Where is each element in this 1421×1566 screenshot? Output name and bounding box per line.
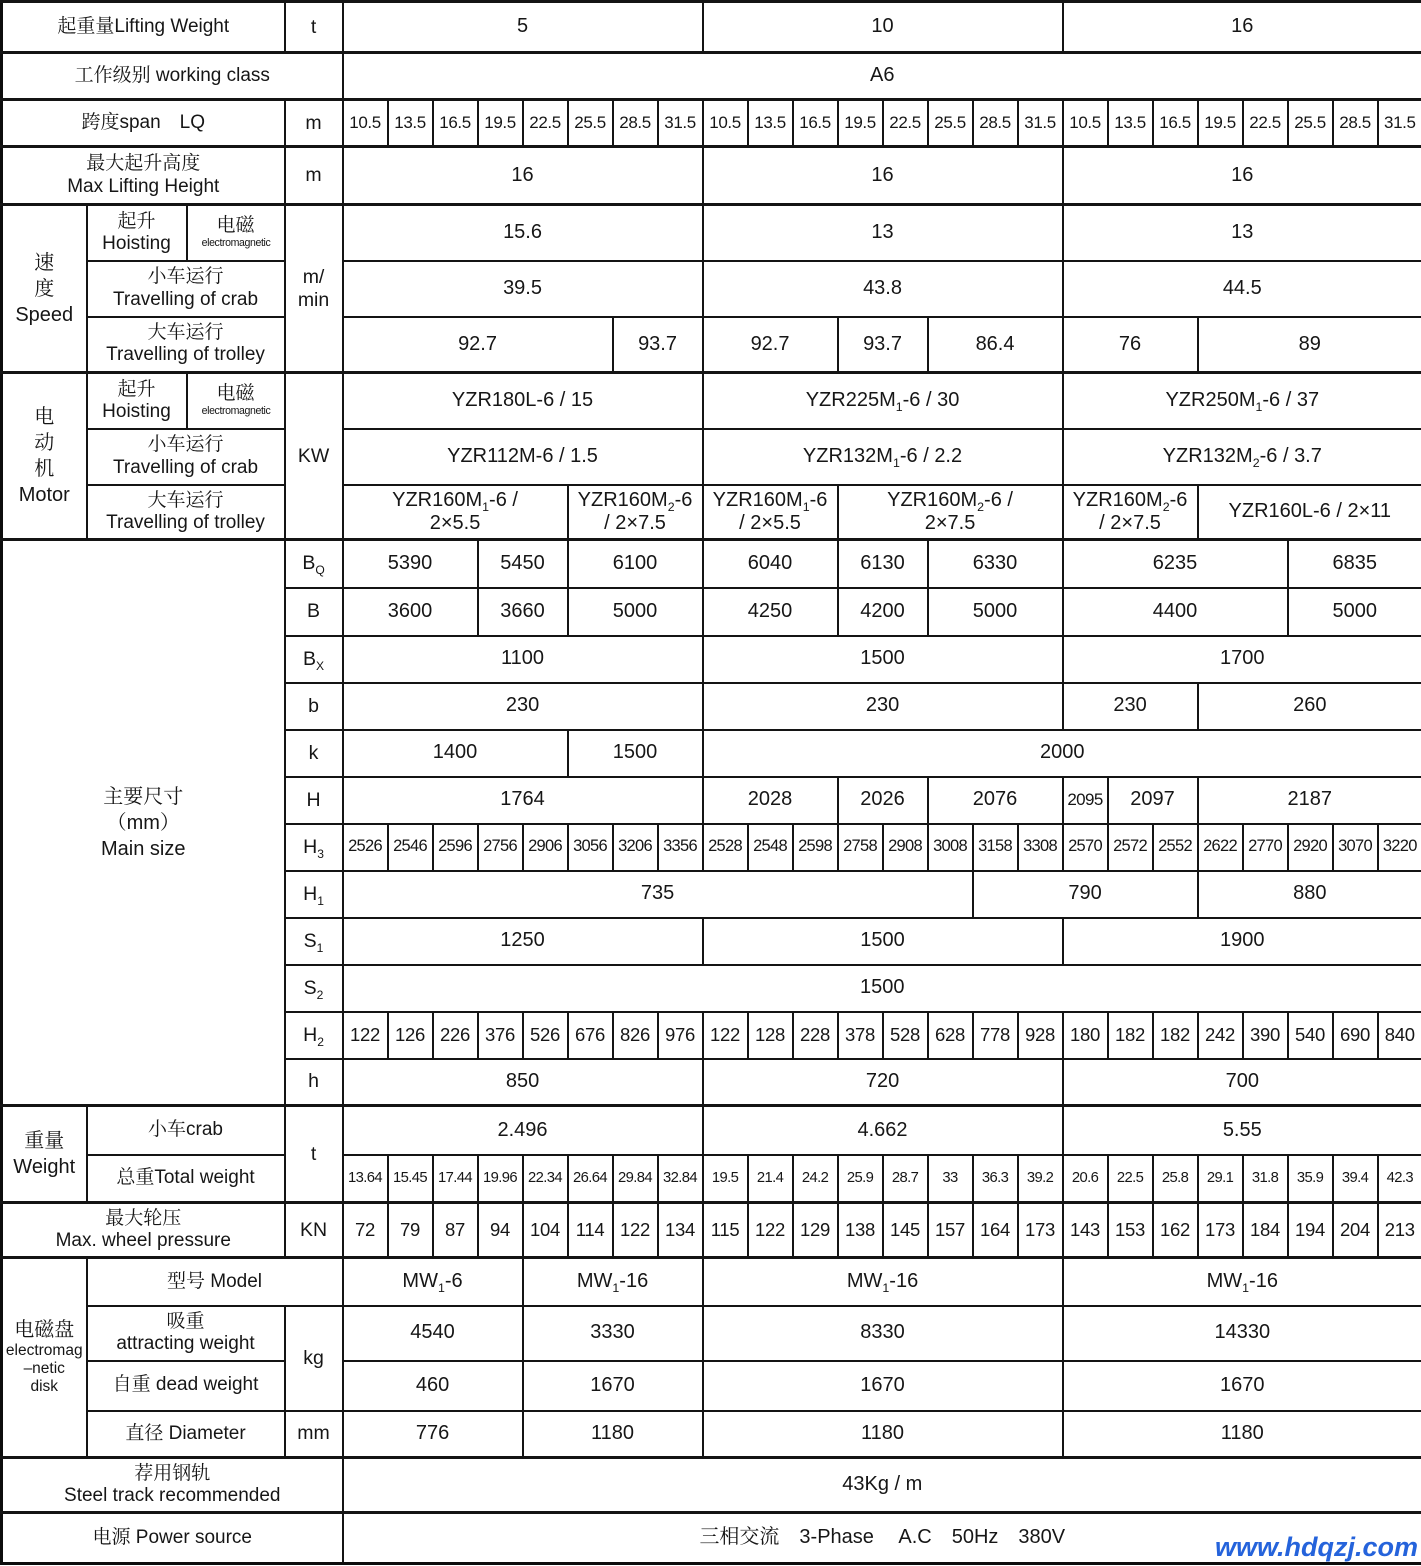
size-h-cell-7: 2187 bbox=[1198, 777, 1421, 824]
size-h3-cell-20: 2622 bbox=[1198, 824, 1243, 871]
max-wheel-pressure-cell-14: 145 bbox=[883, 1203, 928, 1258]
emag-dead-weight-cell-3: 1670 bbox=[703, 1361, 1063, 1411]
weight-total-cell-17: 20.6 bbox=[1063, 1155, 1108, 1203]
max-wheel-pressure-cell-5: 94 bbox=[478, 1203, 523, 1258]
weight-total-cell-15: 36.3 bbox=[973, 1155, 1018, 1203]
row-size-bq bbox=[2, 540, 1421, 588]
span-lq-cell-14: 22.5 bbox=[883, 100, 928, 147]
speed-trolley-cell-0: 大车运行 Travelling of trolley bbox=[87, 317, 285, 373]
size-h3-cell-17: 2570 bbox=[1063, 824, 1108, 871]
span-lq-cell-16: 28.5 bbox=[973, 100, 1018, 147]
size-h-cell-1: 1764 bbox=[343, 777, 703, 824]
speed-hoisting-cell-6: 13 bbox=[1063, 205, 1421, 261]
speed-crab-cell-3: 44.5 bbox=[1063, 261, 1421, 317]
working-class-cell-0: 工作级别 working class bbox=[2, 53, 343, 100]
row-power-source bbox=[2, 1513, 1421, 1564]
motor-crab-cell-1: YZR112M-6 / 1.5 bbox=[343, 429, 703, 485]
size-h2-cell-10: 128 bbox=[748, 1012, 793, 1059]
emag-attracting-weight-cell-2: 4540 bbox=[343, 1306, 523, 1361]
size-bx-cell-0: $B_X$ bbox=[285, 636, 343, 683]
size-h1-cell-3: 880 bbox=[1198, 871, 1421, 918]
weight-total-cell-11: 24.2 bbox=[793, 1155, 838, 1203]
lifting-weight-cell-1: t bbox=[285, 2, 343, 53]
size-h2-cell-11: 228 bbox=[793, 1012, 838, 1059]
span-lq-cell-6: 22.5 bbox=[523, 100, 568, 147]
span-lq-cell-0: 跨度span LQ bbox=[2, 100, 285, 147]
size-bq-cell-1: $B_Q$ bbox=[285, 540, 343, 588]
power-source-cell-1: 三相交流 3-Phase A.C 50Hz 380V bbox=[343, 1513, 1421, 1564]
weight-total-cell-16: 39.2 bbox=[1018, 1155, 1063, 1203]
max-wheel-pressure-cell-17: 173 bbox=[1018, 1203, 1063, 1258]
size-h3-cell-23: 3070 bbox=[1333, 824, 1378, 871]
size-bq-cell-9: 6835 bbox=[1288, 540, 1421, 588]
size-h2-cell-15: 778 bbox=[973, 1012, 1018, 1059]
size-bx-cell-3: 1700 bbox=[1063, 636, 1421, 683]
span-lq-cell-7: 25.5 bbox=[568, 100, 613, 147]
emag-dead-weight-cell-1: 460 bbox=[343, 1361, 523, 1411]
max-wheel-pressure-cell-8: 122 bbox=[613, 1203, 658, 1258]
size-h3-cell-13: 2908 bbox=[883, 824, 928, 871]
emag-attracting-weight-cell-4: 8330 bbox=[703, 1306, 1063, 1361]
weight-total-cell-19: 25.8 bbox=[1153, 1155, 1198, 1203]
size-h3-cell-15: 3158 bbox=[973, 824, 1018, 871]
size-h2-cell-9: 122 bbox=[703, 1012, 748, 1059]
weight-total-cell-12: 25.9 bbox=[838, 1155, 883, 1203]
size-h3-cell-3: 2596 bbox=[433, 824, 478, 871]
size-h3-cell-16: 3308 bbox=[1018, 824, 1063, 871]
lifting-weight-cell-4: 16 bbox=[1063, 2, 1421, 53]
weight-crab-cell-3: 2.496 bbox=[343, 1106, 703, 1155]
lifting-weight-cell-3: 10 bbox=[703, 2, 1063, 53]
size-bq-cell-3: 5450 bbox=[478, 540, 568, 588]
span-lq-cell-17: 31.5 bbox=[1018, 100, 1063, 147]
max-lifting-height-cell-3: 16 bbox=[703, 147, 1063, 205]
row-motor-hoisting bbox=[2, 373, 1421, 429]
size-s1-cell-2: 1500 bbox=[703, 918, 1063, 965]
motor-trolley-cell-4: $YZR160M_2-6$ / 2×7.5 bbox=[838, 485, 1063, 540]
weight-total-cell-5: 22.34 bbox=[523, 1155, 568, 1203]
size-h3-cell-9: 2528 bbox=[703, 824, 748, 871]
size-h2-cell-0: $H_2$ bbox=[285, 1012, 343, 1059]
size-bq-cell-5: 6040 bbox=[703, 540, 838, 588]
speed-hoisting-cell-4: 15.6 bbox=[343, 205, 703, 261]
size-h-lower-cell-3: 700 bbox=[1063, 1059, 1421, 1106]
motor-hoisting-cell-1: 起升 Hoisting bbox=[87, 373, 187, 429]
max-wheel-pressure-cell-24: 204 bbox=[1333, 1203, 1378, 1258]
size-b-lower-cell-1: 230 bbox=[343, 683, 703, 730]
max-wheel-pressure-cell-12: 129 bbox=[793, 1203, 838, 1258]
emag-dead-weight-cell-0: 自重 dead weight bbox=[87, 1361, 285, 1411]
speed-hoisting-cell-0: 速 度 Speed bbox=[2, 205, 87, 373]
speed-crab-cell-1: 39.5 bbox=[343, 261, 703, 317]
size-h3-cell-12: 2758 bbox=[838, 824, 883, 871]
max-wheel-pressure-cell-6: 104 bbox=[523, 1203, 568, 1258]
spec-table-body bbox=[2, 2, 1421, 1564]
motor-trolley-cell-3: $YZR160M_1-6$ / 2×5.5 bbox=[703, 485, 838, 540]
speed-crab-cell-0: 小车运行 Travelling of crab bbox=[87, 261, 285, 317]
max-wheel-pressure-cell-25: 213 bbox=[1378, 1203, 1421, 1258]
weight-total-cell-24: 42.3 bbox=[1378, 1155, 1421, 1203]
lifting-weight-cell-2: 5 bbox=[343, 2, 703, 53]
size-h2-cell-3: 226 bbox=[433, 1012, 478, 1059]
weight-crab-cell-5: 5.55 bbox=[1063, 1106, 1421, 1155]
max-wheel-pressure-cell-19: 153 bbox=[1108, 1203, 1153, 1258]
weight-total-cell-10: 21.4 bbox=[748, 1155, 793, 1203]
size-k-cell-1: 1400 bbox=[343, 730, 568, 777]
size-h2-cell-6: 676 bbox=[568, 1012, 613, 1059]
max-lifting-height-cell-0: 最大起升高度 Max Lifting Height bbox=[2, 147, 285, 205]
row-motor-crab bbox=[2, 429, 1421, 485]
size-h2-cell-19: 182 bbox=[1153, 1012, 1198, 1059]
size-h-cell-0: H bbox=[285, 777, 343, 824]
span-lq-cell-25: 31.5 bbox=[1378, 100, 1421, 147]
size-k-cell-0: k bbox=[285, 730, 343, 777]
span-lq-cell-9: 31.5 bbox=[658, 100, 703, 147]
weight-crab-cell-2: t bbox=[285, 1106, 343, 1203]
size-h2-cell-16: 928 bbox=[1018, 1012, 1063, 1059]
size-h3-cell-22: 2920 bbox=[1288, 824, 1333, 871]
weight-total-cell-13: 28.7 bbox=[883, 1155, 928, 1203]
size-h2-cell-12: 378 bbox=[838, 1012, 883, 1059]
size-h2-cell-13: 528 bbox=[883, 1012, 928, 1059]
size-h2-cell-14: 628 bbox=[928, 1012, 973, 1059]
power-source-cell-0: 电源 Power source bbox=[2, 1513, 343, 1564]
size-h3-cell-14: 3008 bbox=[928, 824, 973, 871]
size-b-cell-8: 5000 bbox=[1288, 588, 1421, 636]
span-lq-cell-12: 16.5 bbox=[793, 100, 838, 147]
motor-hoisting-cell-4: YZR180L-6 / 15 bbox=[343, 373, 703, 429]
size-h2-cell-17: 180 bbox=[1063, 1012, 1108, 1059]
size-b-cell-0: B bbox=[285, 588, 343, 636]
max-lifting-height-cell-4: 16 bbox=[1063, 147, 1421, 205]
size-h3-cell-10: 2548 bbox=[748, 824, 793, 871]
weight-total-cell-4: 19.96 bbox=[478, 1155, 523, 1203]
size-b-cell-2: 3660 bbox=[478, 588, 568, 636]
size-h3-cell-19: 2552 bbox=[1153, 824, 1198, 871]
span-lq-cell-5: 19.5 bbox=[478, 100, 523, 147]
size-bq-cell-4: 6100 bbox=[568, 540, 703, 588]
max-wheel-pressure-cell-2: 72 bbox=[343, 1203, 388, 1258]
span-lq-cell-2: 10.5 bbox=[343, 100, 388, 147]
size-h3-cell-0: $H_3$ bbox=[285, 824, 343, 871]
emag-model-cell-4: $MW_1-16$ bbox=[703, 1258, 1063, 1306]
span-lq-cell-21: 19.5 bbox=[1198, 100, 1243, 147]
size-h1-cell-2: 790 bbox=[973, 871, 1198, 918]
max-wheel-pressure-cell-3: 79 bbox=[388, 1203, 433, 1258]
max-wheel-pressure-cell-23: 194 bbox=[1288, 1203, 1333, 1258]
span-lq-cell-11: 13.5 bbox=[748, 100, 793, 147]
max-wheel-pressure-cell-10: 115 bbox=[703, 1203, 748, 1258]
size-h2-cell-23: 690 bbox=[1333, 1012, 1378, 1059]
size-h3-cell-18: 2572 bbox=[1108, 824, 1153, 871]
size-h-cell-2: 2028 bbox=[703, 777, 838, 824]
row-weight-total bbox=[2, 1155, 1421, 1203]
size-bq-cell-2: 5390 bbox=[343, 540, 478, 588]
emag-diameter-cell-1: mm bbox=[285, 1411, 343, 1458]
size-h-cell-5: 2095 bbox=[1063, 777, 1108, 824]
emag-model-cell-2: $MW_1-6$ bbox=[343, 1258, 523, 1306]
motor-hoisting-cell-0: 电 动 机 Motor bbox=[2, 373, 87, 540]
motor-hoisting-cell-5: $YZR225M_1-6 / 30$ bbox=[703, 373, 1063, 429]
size-b-cell-6: 5000 bbox=[928, 588, 1063, 636]
emag-diameter-cell-5: 1180 bbox=[1063, 1411, 1421, 1458]
emag-dead-weight-cell-4: 1670 bbox=[1063, 1361, 1421, 1411]
row-speed-crab bbox=[2, 261, 1421, 317]
weight-total-cell-8: 32.84 bbox=[658, 1155, 703, 1203]
size-h2-cell-24: 840 bbox=[1378, 1012, 1421, 1059]
motor-crab-cell-2: $YZR132M_1-6 / 2.2$ bbox=[703, 429, 1063, 485]
weight-crab-cell-0: 重量 Weight bbox=[2, 1106, 87, 1203]
size-h3-cell-21: 2770 bbox=[1243, 824, 1288, 871]
size-h3-cell-7: 3206 bbox=[613, 824, 658, 871]
size-bq-cell-6: 6130 bbox=[838, 540, 928, 588]
row-max-lifting-height bbox=[2, 147, 1421, 205]
size-h-lower-cell-0: h bbox=[285, 1059, 343, 1106]
size-h3-cell-1: 2526 bbox=[343, 824, 388, 871]
weight-total-cell-18: 22.5 bbox=[1108, 1155, 1153, 1203]
size-b-cell-4: 4250 bbox=[703, 588, 838, 636]
span-lq-cell-1: m bbox=[285, 100, 343, 147]
size-h2-cell-21: 390 bbox=[1243, 1012, 1288, 1059]
size-h2-cell-1: 122 bbox=[343, 1012, 388, 1059]
size-b-cell-5: 4200 bbox=[838, 588, 928, 636]
span-lq-cell-18: 10.5 bbox=[1063, 100, 1108, 147]
speed-trolley-cell-7: 89 bbox=[1198, 317, 1421, 373]
size-h2-cell-8: 976 bbox=[658, 1012, 703, 1059]
size-k-cell-2: 1500 bbox=[568, 730, 703, 777]
steel-track-cell-0: 荐用钢轨 Steel track recommended bbox=[2, 1458, 343, 1513]
weight-total-cell-9: 19.5 bbox=[703, 1155, 748, 1203]
emag-diameter-cell-3: 1180 bbox=[523, 1411, 703, 1458]
weight-total-cell-0: 总重Total weight bbox=[87, 1155, 285, 1203]
motor-crab-cell-0: 小车运行 Travelling of crab bbox=[87, 429, 285, 485]
motor-hoisting-cell-6: $YZR250M_1-6 / 37$ bbox=[1063, 373, 1421, 429]
weight-total-cell-20: 29.1 bbox=[1198, 1155, 1243, 1203]
speed-trolley-cell-4: 93.7 bbox=[838, 317, 928, 373]
weight-total-cell-7: 29.84 bbox=[613, 1155, 658, 1203]
row-emag-dead-weight bbox=[2, 1361, 1421, 1411]
size-h2-cell-7: 826 bbox=[613, 1012, 658, 1059]
row-emag-attracting-weight bbox=[2, 1306, 1421, 1361]
motor-trolley-cell-5: $YZR160M_2-6$ / 2×7.5 bbox=[1063, 485, 1198, 540]
size-bq-cell-8: 6235 bbox=[1063, 540, 1288, 588]
span-lq-cell-13: 19.5 bbox=[838, 100, 883, 147]
row-lifting-weight bbox=[2, 2, 1421, 53]
weight-total-cell-22: 35.9 bbox=[1288, 1155, 1333, 1203]
max-wheel-pressure-cell-22: 184 bbox=[1243, 1203, 1288, 1258]
size-h2-cell-22: 540 bbox=[1288, 1012, 1333, 1059]
size-h-cell-4: 2076 bbox=[928, 777, 1063, 824]
size-h3-cell-6: 3056 bbox=[568, 824, 613, 871]
max-lifting-height-cell-2: 16 bbox=[343, 147, 703, 205]
emag-diameter-cell-2: 776 bbox=[343, 1411, 523, 1458]
max-wheel-pressure-cell-18: 143 bbox=[1063, 1203, 1108, 1258]
max-wheel-pressure-cell-15: 157 bbox=[928, 1203, 973, 1258]
size-bx-cell-1: 1100 bbox=[343, 636, 703, 683]
max-wheel-pressure-cell-21: 173 bbox=[1198, 1203, 1243, 1258]
lifting-weight-cell-0: 起重量Lifting Weight bbox=[2, 2, 285, 53]
size-b-cell-7: 4400 bbox=[1063, 588, 1288, 636]
speed-trolley-cell-6: 76 bbox=[1063, 317, 1198, 373]
motor-hoisting-cell-2: 电磁 electromagnetic bbox=[187, 373, 285, 429]
motor-trolley-cell-2: $YZR160M_2-6$ / 2×7.5 bbox=[568, 485, 703, 540]
size-k-cell-3: 2000 bbox=[703, 730, 1421, 777]
emag-diameter-cell-4: 1180 bbox=[703, 1411, 1063, 1458]
size-h3-cell-8: 3356 bbox=[658, 824, 703, 871]
speed-crab-cell-2: 43.8 bbox=[703, 261, 1063, 317]
span-lq-cell-4: 16.5 bbox=[433, 100, 478, 147]
weight-total-cell-23: 39.4 bbox=[1333, 1155, 1378, 1203]
size-bq-cell-0: 主要尺寸 （mm） Main size bbox=[2, 540, 285, 1106]
max-lifting-height-cell-1: m bbox=[285, 147, 343, 205]
max-wheel-pressure-cell-16: 164 bbox=[973, 1203, 1018, 1258]
size-h1-cell-1: 735 bbox=[343, 871, 973, 918]
max-wheel-pressure-cell-4: 87 bbox=[433, 1203, 478, 1258]
emag-model-cell-3: $MW_1-16$ bbox=[523, 1258, 703, 1306]
row-working-class bbox=[2, 53, 1421, 100]
speed-trolley-cell-3: 92.7 bbox=[703, 317, 838, 373]
row-speed-trolley bbox=[2, 317, 1421, 373]
size-h-lower-cell-2: 720 bbox=[703, 1059, 1063, 1106]
emag-attracting-weight-cell-0: 吸重 attracting weight bbox=[87, 1306, 285, 1361]
row-motor-trolley bbox=[2, 485, 1421, 540]
speed-hoisting-cell-3: m/ min bbox=[285, 205, 343, 373]
size-h-lower-cell-1: 850 bbox=[343, 1059, 703, 1106]
size-h2-cell-5: 526 bbox=[523, 1012, 568, 1059]
size-b-cell-3: 5000 bbox=[568, 588, 703, 636]
speed-hoisting-cell-1: 起升 Hoisting bbox=[87, 205, 187, 261]
size-h3-cell-11: 2598 bbox=[793, 824, 838, 871]
max-wheel-pressure-cell-7: 114 bbox=[568, 1203, 613, 1258]
size-h3-cell-5: 2906 bbox=[523, 824, 568, 871]
size-h3-cell-2: 2546 bbox=[388, 824, 433, 871]
size-bx-cell-2: 1500 bbox=[703, 636, 1063, 683]
weight-total-cell-3: 17.44 bbox=[433, 1155, 478, 1203]
motor-trolley-cell-0: 大车运行 Travelling of trolley bbox=[87, 485, 285, 540]
size-h2-cell-4: 376 bbox=[478, 1012, 523, 1059]
size-h2-cell-2: 126 bbox=[388, 1012, 433, 1059]
weight-total-cell-2: 15.45 bbox=[388, 1155, 433, 1203]
steel-track-cell-1: 43Kg / m bbox=[343, 1458, 1421, 1513]
max-wheel-pressure-cell-11: 122 bbox=[748, 1203, 793, 1258]
motor-trolley-cell-1: $YZR160M_1-6$ / 2×5.5 bbox=[343, 485, 568, 540]
size-b-lower-cell-4: 260 bbox=[1198, 683, 1421, 730]
speed-hoisting-cell-5: 13 bbox=[703, 205, 1063, 261]
emag-model-cell-5: $MW_1-16$ bbox=[1063, 1258, 1421, 1306]
size-h-cell-3: 2026 bbox=[838, 777, 928, 824]
weight-crab-cell-4: 4.662 bbox=[703, 1106, 1063, 1155]
max-wheel-pressure-cell-13: 138 bbox=[838, 1203, 883, 1258]
emag-attracting-weight-cell-5: 14330 bbox=[1063, 1306, 1421, 1361]
span-lq-cell-22: 22.5 bbox=[1243, 100, 1288, 147]
size-h3-cell-4: 2756 bbox=[478, 824, 523, 871]
size-s1-cell-0: $S_1$ bbox=[285, 918, 343, 965]
span-lq-cell-19: 13.5 bbox=[1108, 100, 1153, 147]
span-lq-cell-10: 10.5 bbox=[703, 100, 748, 147]
emag-model-cell-0: 电磁盘 electromag –netic disk bbox=[2, 1258, 87, 1458]
weight-total-cell-21: 31.8 bbox=[1243, 1155, 1288, 1203]
size-h1-cell-0: $H_1$ bbox=[285, 871, 343, 918]
size-b-cell-1: 3600 bbox=[343, 588, 478, 636]
size-b-lower-cell-3: 230 bbox=[1063, 683, 1198, 730]
speed-hoisting-cell-2: 电磁 electromagnetic bbox=[187, 205, 285, 261]
speed-trolley-cell-5: 86.4 bbox=[928, 317, 1063, 373]
span-lq-cell-3: 13.5 bbox=[388, 100, 433, 147]
row-max-wheel-pressure bbox=[2, 1203, 1421, 1258]
span-lq-cell-24: 28.5 bbox=[1333, 100, 1378, 147]
size-s2-cell-0: $S_2$ bbox=[285, 965, 343, 1012]
max-wheel-pressure-cell-1: KN bbox=[285, 1203, 343, 1258]
weight-total-cell-14: 33 bbox=[928, 1155, 973, 1203]
emag-diameter-cell-0: 直径 Diameter bbox=[87, 1411, 285, 1458]
emag-attracting-weight-cell-1: kg bbox=[285, 1306, 343, 1411]
max-wheel-pressure-cell-0: 最大轮压 Max. wheel pressure bbox=[2, 1203, 285, 1258]
size-s1-cell-3: 1900 bbox=[1063, 918, 1421, 965]
size-b-lower-cell-2: 230 bbox=[703, 683, 1063, 730]
speed-trolley-cell-2: 93.7 bbox=[613, 317, 703, 373]
span-lq-cell-20: 16.5 bbox=[1153, 100, 1198, 147]
row-span-lq bbox=[2, 100, 1421, 147]
size-h2-cell-20: 242 bbox=[1198, 1012, 1243, 1059]
weight-total-cell-6: 26.64 bbox=[568, 1155, 613, 1203]
max-wheel-pressure-cell-9: 134 bbox=[658, 1203, 703, 1258]
span-lq-cell-23: 25.5 bbox=[1288, 100, 1333, 147]
emag-attracting-weight-cell-3: 3330 bbox=[523, 1306, 703, 1361]
motor-trolley-cell-6: YZR160L-6 / 2×11 bbox=[1198, 485, 1421, 540]
size-b-lower-cell-0: b bbox=[285, 683, 343, 730]
row-weight-crab bbox=[2, 1106, 1421, 1155]
size-h3-cell-24: 3220 bbox=[1378, 824, 1421, 871]
row-steel-track bbox=[2, 1458, 1421, 1513]
row-emag-model bbox=[2, 1258, 1421, 1306]
motor-crab-cell-3: $YZR132M_2-6 / 3.7$ bbox=[1063, 429, 1421, 485]
size-bq-cell-7: 6330 bbox=[928, 540, 1063, 588]
size-h2-cell-18: 182 bbox=[1108, 1012, 1153, 1059]
watermark-link: www.hdqzj.com bbox=[1214, 1532, 1418, 1562]
weight-total-cell-1: 13.64 bbox=[343, 1155, 388, 1203]
motor-hoisting-cell-3: KW bbox=[285, 373, 343, 540]
size-s2-cell-1: 1500 bbox=[343, 965, 1421, 1012]
size-h-cell-6: 2097 bbox=[1108, 777, 1198, 824]
span-lq-cell-8: 28.5 bbox=[613, 100, 658, 147]
size-s1-cell-1: 1250 bbox=[343, 918, 703, 965]
speed-trolley-cell-1: 92.7 bbox=[343, 317, 613, 373]
emag-dead-weight-cell-2: 1670 bbox=[523, 1361, 703, 1411]
row-speed-hoisting bbox=[2, 205, 1421, 261]
span-lq-cell-15: 25.5 bbox=[928, 100, 973, 147]
weight-crab-cell-1: 小车crab bbox=[87, 1106, 285, 1155]
max-wheel-pressure-cell-20: 162 bbox=[1153, 1203, 1198, 1258]
working-class-cell-1: A6 bbox=[343, 53, 1421, 100]
row-emag-diameter bbox=[2, 1411, 1421, 1458]
emag-model-cell-1: 型号 Model bbox=[87, 1258, 343, 1306]
